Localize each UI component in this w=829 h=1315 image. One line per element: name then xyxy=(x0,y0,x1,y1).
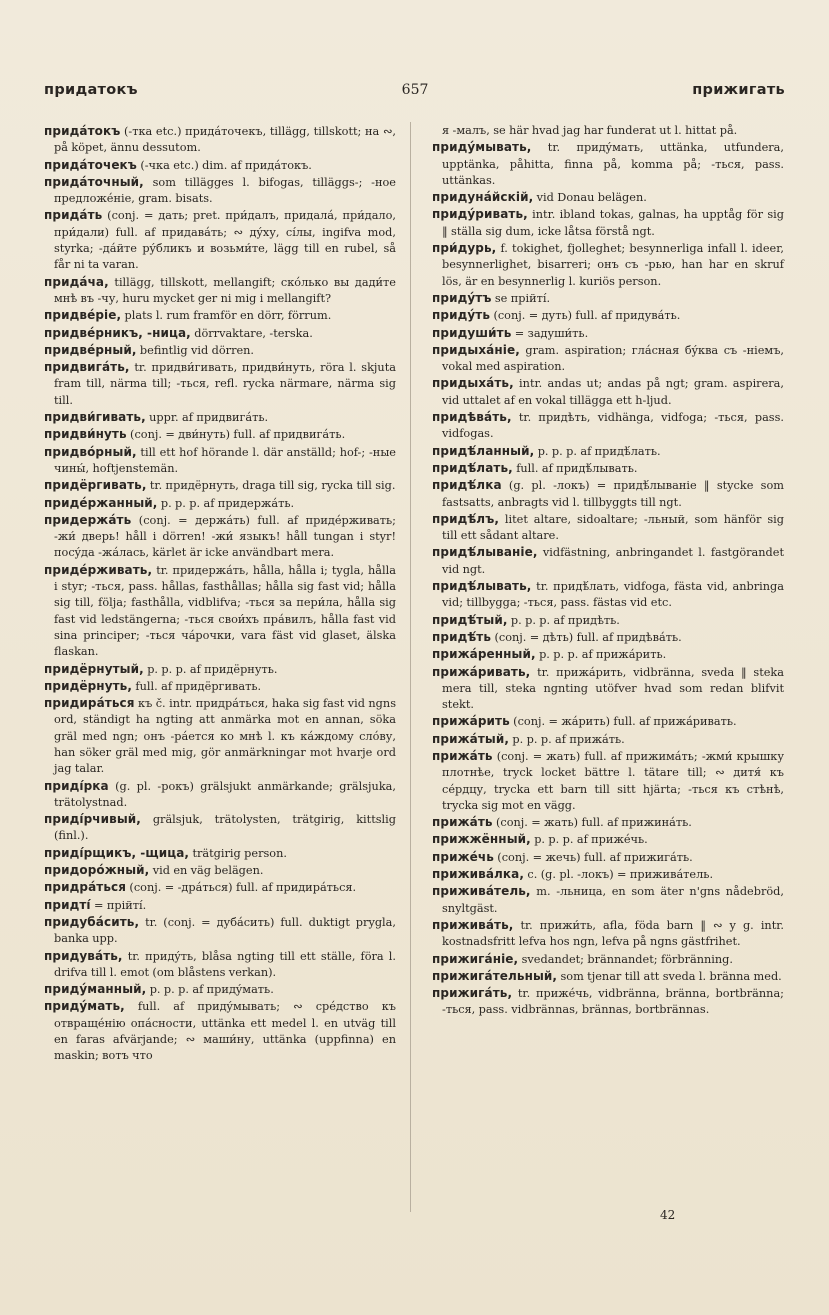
dictionary-entry xyxy=(432,713,784,730)
entry-headword: придвéріе, xyxy=(44,308,122,323)
guide-word-left: придатокъ xyxy=(44,82,138,98)
entry-definition: (g. pl. -рокъ) grälsjukt anmärkande; grälsjuka, trätolystnad. xyxy=(54,779,396,809)
entry-definition: tr. придýть, blåsa ngting till ett ställe, föra l. drifva till l. emot (om blåstens verkan). xyxy=(54,949,396,979)
dictionary-entry xyxy=(432,511,784,545)
dictionary-entry xyxy=(432,342,784,376)
entry-headword: придáтокъ xyxy=(44,124,121,138)
entry-headword: придýть xyxy=(432,308,491,323)
entry-definition: къ č. intr. придрáться, haka sig fast vid ngns ord, ständigt ha ngting att anmärka mot en annan, söka gräl med ngn; онъ -рáется ко мнѣ l. къ кáждому слóву, han söker gräl med mig, gör anmärkningar mot hvarje ord jag talar. xyxy=(54,697,396,776)
entry-definition: gram. aspiration; глáсная бýква съ -ніемъ, vokal med aspiration. xyxy=(442,343,784,374)
entry-headword: придвéрный, xyxy=(44,342,137,357)
dictionary-entry xyxy=(432,951,784,968)
dictionary-entry xyxy=(432,731,784,748)
dictionary-entry xyxy=(44,695,396,777)
entry-headword: придѣ́тый, xyxy=(432,612,508,627)
entry-definition: (conj. = жать) full. af прижимáть; -жми́ крышку плотнѣе, tryck locket bättre l. tätare till; ∾ дитя́ къ сéрдцу, trycka ett barn till sitt hjärta; -ться къ стѣнѣ, trycka sig mot en vägg. xyxy=(442,749,784,812)
dictionary-entry xyxy=(44,661,396,678)
dictionary-entry xyxy=(432,849,784,866)
entry-definition: (-чка etc.) dim. af придáтокъ. xyxy=(136,158,312,172)
entry-headword: придрáться xyxy=(44,880,127,895)
entry-headword: придвéрникъ, -ница, xyxy=(44,325,191,340)
entry-headword: прижáть xyxy=(432,815,493,830)
entry-headword: придѣ́лываніе, xyxy=(432,545,538,560)
entry-definition: grälsjuk, trätolysten, trätgirig, kittslig (finl.). xyxy=(54,813,396,843)
entry-definition: я -малъ, se här hvad jag har funderat ut l. hittat på. xyxy=(442,124,738,137)
entry-headword: придунáйскій, xyxy=(432,190,534,205)
entry-definition: (conj. = жечь) full. af прижигáть. xyxy=(493,850,693,864)
dictionary-entry xyxy=(432,883,784,917)
entry-definition: f. tokighet, fjolleghet; besynnerliga infall l. ideer, besynnerlighet, bisarreri; онъ съ -рью, han har en skruf lös, är en besynnerlig l. kuriös person. xyxy=(442,242,784,288)
dictionary-entry xyxy=(44,981,396,998)
entry-definition: som tillägges l. bifogas, tilläggs-; -ное предложéніе, gram. bisats. xyxy=(54,175,396,206)
dictionary-entry xyxy=(44,444,396,478)
entry-definition: = прійтí. xyxy=(90,898,147,912)
entry-definition: p. p. p. af прижáть. xyxy=(509,732,625,746)
dictionary-entry xyxy=(432,139,784,189)
entry-definition: trätgirig person. xyxy=(189,846,287,860)
dictionary-entry xyxy=(44,174,396,208)
entry-definition: p. p. p. af придýмать. xyxy=(146,983,274,997)
entry-definition: intr. ibland tokas, galnas, ha upptåg för sig ‖ ställa sig dum, icke låtsa förstå ngt. xyxy=(442,208,784,238)
entry-definition: dörrvaktare, -terska. xyxy=(190,326,313,340)
entry-definition: tr. придёрнуть, draga till sig, rycka till sig. xyxy=(146,479,396,493)
dictionary-entry xyxy=(432,375,784,409)
entry-definition: c. (g. pl. -локъ) = приживáтель. xyxy=(524,868,714,882)
dictionary-entry xyxy=(44,845,396,862)
entry-definition: p. p. p. af придѣть. xyxy=(507,613,620,627)
entry-headword: приживáлка, xyxy=(432,867,525,882)
left-column xyxy=(44,123,396,1065)
dictionary-entry xyxy=(44,123,396,157)
entry-definition: p. p. p. af придѣ́лать. xyxy=(534,444,661,458)
dictionary-entry xyxy=(44,359,396,409)
entry-definition: svedandet; brännandet; förbränning. xyxy=(518,952,733,966)
entry-definition: p. p. p. af прижéчь. xyxy=(530,833,648,847)
entry-definition: vid en väg belägen. xyxy=(149,864,264,878)
dictionary-entry xyxy=(432,544,784,578)
entry-headword: при́дурь, xyxy=(432,241,497,256)
dictionary-entry xyxy=(44,325,396,342)
dictionary-entry xyxy=(44,342,396,359)
entry-headword: придíрка xyxy=(44,778,109,793)
dictionary-entry xyxy=(432,646,784,663)
entry-definition: tr. придýмать, uttänka, utfundera, upptänka, påhitta, finna på, komma på; -ться, pass. uttänkas. xyxy=(442,141,784,187)
entry-definition: full. af придýмывать; ∾ срéдство къ отвращéнію опáсности, uttänka ett medel l. en utväg till en faras afvärjande; ∾ маши́ну, uttänka (uppfinna) en maskin; вотъ что xyxy=(54,1000,396,1063)
entry-headword: придёргивать, xyxy=(44,478,147,493)
entry-headword: прижигáть, xyxy=(432,986,513,1001)
entry-headword: придви́гивать, xyxy=(44,410,146,425)
entry-definition: p. p. p. af придёрнуть. xyxy=(143,662,278,676)
entry-headword: придёрнуть, xyxy=(44,678,133,693)
entry-headword: придáть xyxy=(44,208,103,223)
dictionary-entry xyxy=(432,460,784,477)
entry-headword: придвигáть, xyxy=(44,360,130,375)
entry-definition: litet altare, sidoaltare; -льный, som hänför sig till ett sådant altare. xyxy=(442,512,784,543)
entry-headword: придорóжный, xyxy=(44,863,150,878)
dictionary-entry xyxy=(44,307,396,324)
dictionary-entry xyxy=(432,814,784,831)
entry-definition: (g. pl. -локъ) = придѣ́лываніе ‖ stycke som fastsatts, anbragts vid l. tillbyggts till ngt. xyxy=(442,479,784,509)
entry-definition: = задуши́ть. xyxy=(511,326,589,340)
dictionary-entry xyxy=(432,985,784,1019)
entry-headword: придыхáть, xyxy=(432,376,514,391)
running-header xyxy=(44,82,785,106)
dictionary-entry xyxy=(432,612,784,629)
entry-headword: приживáть, xyxy=(432,917,514,932)
entry-headword: прижáть xyxy=(432,748,493,763)
dictionary-entry xyxy=(44,778,396,812)
entry-headword: прижáренный, xyxy=(432,647,536,662)
entry-headword: придуши́ть xyxy=(432,325,512,340)
entry-headword: придáча, xyxy=(44,274,109,289)
dictionary-entry xyxy=(44,409,396,426)
entry-headword: приживáтель, xyxy=(432,884,531,899)
dictionary-entry xyxy=(432,968,784,985)
entry-definition: tr. прижéчь, vidbränna, bränna, bortbränna; -ться, pass. vidbrännas, brännas, bortbrännas. xyxy=(442,987,784,1017)
dictionary-entry xyxy=(432,629,784,646)
entry-definition: (conj. = -дрáться) full. af придирáться. xyxy=(126,881,357,895)
dictionary-entry xyxy=(432,917,784,951)
entry-definition: (conj. = держáть) full. af придéрживать; -жи́ дверь! håll i dörren! -жи́ языкъ! håll tungan i styr! посýда -жáлась, kärlet är icke användbart mera. xyxy=(54,513,396,560)
dictionary-entry xyxy=(44,914,396,948)
entry-definition: m. -льница, en som äter n'gns nådebröd, snyltgäst. xyxy=(442,885,784,915)
entry-headword: прижáтый, xyxy=(432,731,510,746)
entry-definition: tr. (conj. = дубáсить) full. duktigt prygla, banka upp. xyxy=(54,915,396,946)
dictionary-entry xyxy=(432,206,784,240)
entry-headword: придéрживать, xyxy=(44,562,153,577)
entry-definition: tr. прижи́ть, afla, föda barn ‖ ∾ y g. intr. kostnadsfritt lefva hos ngn, lefva på ngns gästfrihet. xyxy=(442,918,784,949)
entry-definition: befintlig vid dörren. xyxy=(136,343,255,357)
entry-headword: придѣ́ланный, xyxy=(432,443,535,458)
entry-headword: прижигáніе, xyxy=(432,951,519,966)
dictionary-entry xyxy=(44,426,396,443)
dictionary-entry xyxy=(432,477,784,511)
entry-headword: прижáривать, xyxy=(432,664,531,679)
entry-headword: придýмывать, xyxy=(432,140,532,155)
guide-word-right: прижигать xyxy=(692,82,785,98)
dictionary-entry xyxy=(44,477,396,494)
entry-definition: full. af придёргивать. xyxy=(132,679,262,693)
dictionary-entry xyxy=(432,240,784,290)
entry-definition: tr. придержáть, hålla, hålla i; tygla, hålla i styr; -ться, pass. hållas, fasthållas; hålla sig fast vid; hålla sig till, följa; fasthålla, vidblifva; -ться за пери́ла, hålla sig fast vid ledstängerna; -ться свои́хъ прáвилъ, hålla fast vid sina principer; -ться чáрочки, vara fäst vid glaset, älska flaskan. xyxy=(54,563,396,659)
entry-definition: (conj. = жать) full. af прижинáть. xyxy=(492,816,692,830)
entry-headword: придвóрный, xyxy=(44,444,137,459)
dictionary-entry xyxy=(44,678,396,695)
entry-headword: прижигáтельный, xyxy=(432,968,558,983)
dictionary-entry xyxy=(432,748,784,814)
dictionary-entry xyxy=(44,897,396,914)
entry-definition: se прійтí. xyxy=(491,291,551,305)
dictionary-entry xyxy=(432,307,784,324)
entry-definition: intr. andas ut; andas på ngt; gram. aspirera, vid uttalet af en vokal tillägga ett h-ljud. xyxy=(442,377,784,407)
column-divider xyxy=(410,122,411,1212)
dictionary-entry xyxy=(432,123,784,139)
entry-definition: uppr. af придвигáть. xyxy=(145,411,269,425)
entry-headword: придви́нуть xyxy=(44,427,127,442)
entry-definition: tillägg, tillskott, mellangift; скóлько вы дади́те мнѣ въ -чу, huru mycket ger ni mig i mellangift? xyxy=(54,275,396,305)
dictionary-entry xyxy=(44,207,396,273)
entry-definition: full. af придѣ́лывать. xyxy=(512,461,638,475)
entry-definition: vidfästning, anbringandet l. fastgörandet vid ngt. xyxy=(442,546,784,576)
entry-definition: tr. придви́гивать, придви́нуть, röra l. skjuta fram till, närma till; -ться, refl. rycka närmare, närma sig till. xyxy=(54,361,396,407)
entry-headword: придѣ́ть xyxy=(432,629,492,644)
dictionary-entry xyxy=(44,811,396,845)
entry-definition: (conj. = дать; pret. при́далъ, придалá, при́дало, при́дали) full. af придавáть; ∾ дýху, сíлы, ingifva mod, styrka; -дáйте рýбликъ и возьми́те, lägg till en rubel, så får ni ta varan. xyxy=(54,209,396,272)
entry-headword: прижжённый, xyxy=(432,832,531,847)
dictionary-entry xyxy=(44,948,396,982)
dictionary-entry xyxy=(432,664,784,714)
entry-headword: прижáрить xyxy=(432,714,510,729)
dictionary-entry xyxy=(432,578,784,612)
entry-headword: придáточный, xyxy=(44,174,144,189)
entry-definition: tr. придѣ́лать, vidfoga, fästa vid, anbringa vid; tillbygga; -ться, pass. fästas vid etc. xyxy=(442,580,784,610)
entry-headword: придáточекъ xyxy=(44,157,137,172)
dictionary-entry xyxy=(44,879,396,896)
right-column xyxy=(432,123,784,1019)
dictionary-entry xyxy=(44,512,396,562)
dictionary-entry xyxy=(432,189,784,206)
dictionary-entry xyxy=(44,157,396,174)
dictionary-entry xyxy=(44,562,396,661)
entry-definition: vid Donau belägen. xyxy=(533,191,647,205)
entry-headword: придéржанный, xyxy=(44,495,158,510)
entry-headword: придýмать, xyxy=(44,999,125,1014)
entry-headword: придýманный, xyxy=(44,982,147,997)
entry-headword: придѣ́лка xyxy=(432,478,502,493)
entry-definition: p. p. p. af прижáрить. xyxy=(535,648,667,662)
entry-headword: придувáть, xyxy=(44,948,123,963)
entry-headword: придѣ́лать, xyxy=(432,460,513,475)
entry-headword: придёрнутый, xyxy=(44,661,144,676)
entry-definition: (conj. = дѣть) full. af придѣвáть. xyxy=(491,630,682,644)
dictionary-entry xyxy=(432,325,784,342)
entry-definition: (conj. = дуть) full. af придувáть. xyxy=(490,309,681,323)
entry-headword: придирáться xyxy=(44,696,135,711)
entry-headword: придýривать, xyxy=(432,207,528,222)
entry-definition: (conj. = жáрить) full. af прижáривать. xyxy=(509,715,737,729)
entry-definition: tr. придѣть, vidhänga, vidfoga; -ться, pass. vidfogas. xyxy=(442,411,784,441)
entry-definition: plats l. rum framför en dörr, förrum. xyxy=(121,309,332,323)
entry-headword: придержáть xyxy=(44,512,132,527)
entry-headword: придíрчивый, xyxy=(44,812,141,827)
dictionary-entry xyxy=(44,998,396,1064)
entry-headword: придѣвáть, xyxy=(432,410,512,425)
dictionary-entry xyxy=(44,495,396,512)
entry-headword: придíрщикъ, -щица, xyxy=(44,845,190,860)
entry-definition: (-тка etc.) придáточекъ, tillägg, tillskott; на ∾, på köpet, ännu dessutom. xyxy=(54,125,396,155)
entry-definition: p. p. p. af придержáть. xyxy=(157,496,295,510)
dictionary-entry xyxy=(432,866,784,883)
entry-headword: придтí xyxy=(44,897,91,912)
entry-definition: som tjenar till att sveda l. bränna med. xyxy=(557,969,782,983)
dictionary-entry xyxy=(432,831,784,848)
entry-headword: придѣ́лъ, xyxy=(432,511,499,526)
page-number: 657 xyxy=(401,82,429,98)
entry-headword: придýтъ xyxy=(432,290,492,305)
dictionary-entry xyxy=(44,274,396,308)
entry-definition: tr. прижáрить, vidbränna, sveda ‖ steka mera till, steka ngnting utöfver hvad som redan blifvit stekt. xyxy=(442,665,784,712)
dictionary-entry xyxy=(432,443,784,460)
entry-headword: придыхáніе, xyxy=(432,342,520,357)
entry-definition: (conj. = дви́нуть) full. af придвигáть. xyxy=(126,428,346,442)
entry-headword: прижéчь xyxy=(432,849,494,864)
signature-mark: 42 xyxy=(660,1208,676,1222)
entry-headword: придѣ́лывать, xyxy=(432,579,532,594)
entry-definition: till ett hof hörande l. där anställd; hof-; -ные чины́, hoftjenstemän. xyxy=(54,445,396,475)
entry-headword: придубáсить, xyxy=(44,914,140,929)
dictionary-entry xyxy=(432,290,784,307)
dictionary-entry xyxy=(44,862,396,879)
dictionary-entry xyxy=(432,409,784,443)
